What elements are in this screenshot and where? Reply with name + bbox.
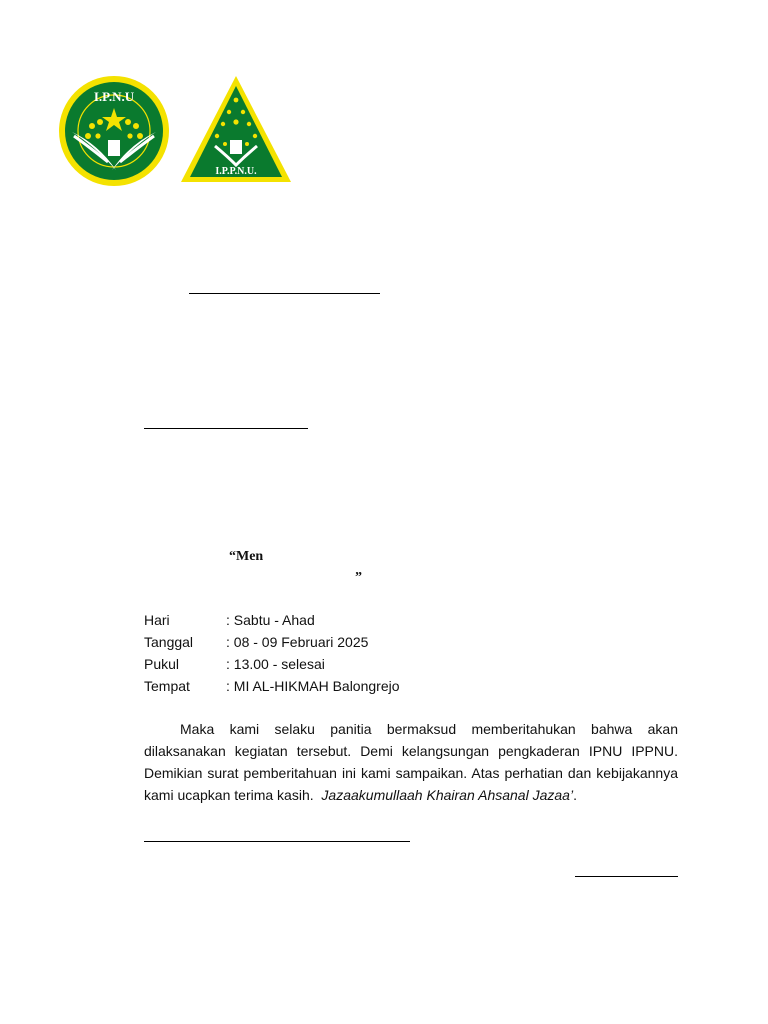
detail-row-hari xyxy=(144,609,544,631)
detail-label: Hari xyxy=(144,612,170,628)
book-icon xyxy=(108,140,120,156)
body-paragraph xyxy=(144,718,678,806)
blank-line-4 xyxy=(575,876,678,877)
ipnu-logo-text: I.P.N.U xyxy=(93,89,135,104)
blank-line-2 xyxy=(144,428,308,429)
detail-label: Tanggal xyxy=(144,634,194,650)
ipnu-logo xyxy=(58,74,170,188)
detail-label: Pukul xyxy=(144,656,180,672)
closing-period: . xyxy=(573,787,577,803)
detail-row-tempat xyxy=(144,675,544,697)
detail-row-tanggal xyxy=(144,631,544,653)
book-icon xyxy=(230,140,242,154)
ippnu-logo xyxy=(179,74,293,184)
detail-value: : 13.00 - selesai xyxy=(226,656,325,672)
blank-line-3 xyxy=(144,841,410,842)
detail-row-pukul xyxy=(144,653,544,675)
theme-quote-close: ” xyxy=(355,570,362,585)
body-text: Maka kami selaku panitia bermaksud memberitahukan bahwa akan dilaksanakan kegiatan tersebut. Demi kelangsungan pengkaderan IPNU IPPNU. Demikian surat pemberitahuan ini kami sampaikan. Atas perhatian dan kebijakannya kami ucapkan terima kasih. xyxy=(144,721,678,803)
ippnu-logo-text: I.P.P.N.U. xyxy=(215,166,257,177)
detail-value: : Sabtu - Ahad xyxy=(226,612,315,628)
closing-phrase: Jazaakumullaah Khairan Ahsanal Jazaa’ xyxy=(321,787,574,803)
blank-line-1 xyxy=(189,293,380,294)
theme-quote-open: “Men xyxy=(229,549,264,564)
detail-value: : MI AL-HIKMAH Balongrejo xyxy=(226,678,400,694)
detail-value: : 08 - 09 Februari 2025 xyxy=(226,634,369,650)
detail-label: Tempat xyxy=(144,678,190,694)
